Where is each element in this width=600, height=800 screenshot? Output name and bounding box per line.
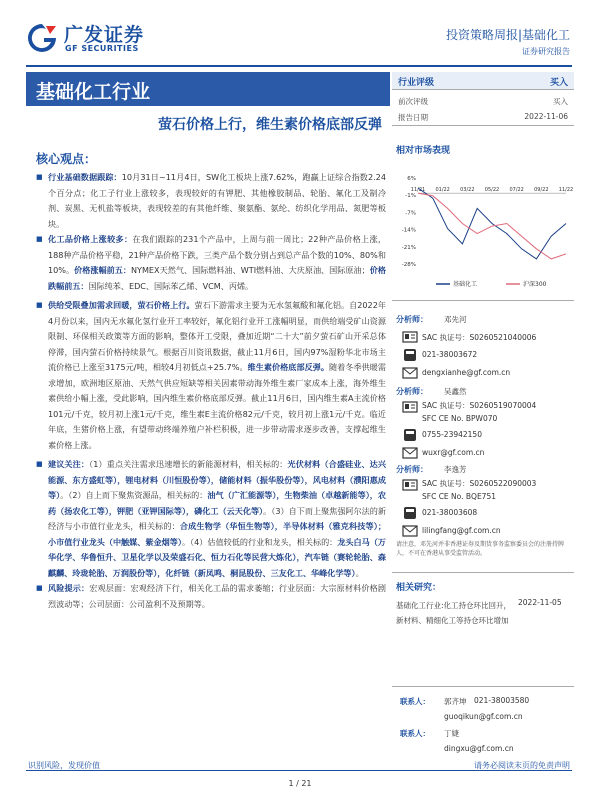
paragraph-fluorite [36, 298, 386, 453]
footer-slogan: 识别风险，发现价值 [28, 761, 100, 770]
rating-value: 买入 [549, 78, 568, 88]
report-date-label: 报告日期 [398, 113, 428, 122]
paragraph-recommend [36, 457, 386, 581]
main-content [36, 166, 386, 612]
divider [392, 686, 574, 687]
core-label: 核心观点： [36, 152, 97, 166]
analyst-phone: 021-38003672 [422, 350, 478, 359]
legend-label: 基础化工 [453, 281, 478, 288]
analyst-name: 李逸芳 [444, 465, 467, 474]
para-text: NYMEX天然气、国际燃料油、WTI燃料油、大庆原油、国际原油； [130, 265, 370, 275]
contact-phone: 021-38003580 [474, 696, 530, 705]
analyst-name: 吴鑫然 [444, 387, 467, 396]
para-lead: 行业基础数据跟踪： [48, 172, 122, 182]
contact-name: 郭齐坤 [444, 697, 467, 706]
legend-label: 沪深300 [523, 281, 547, 288]
report-date-row [392, 112, 574, 126]
y-tick-label: -1% [405, 193, 416, 200]
y-tick-label: -28% [401, 262, 416, 268]
para-text: 在我们跟踪的231个产品中，上周与前一周比；22种产品价格上涨，188种产品价格平稳，21种产品价格下跌，三类产品个数分别占到总产品个数的10%、80%和10%。 [48, 234, 386, 275]
title-bar [26, 72, 390, 106]
contact-email[interactable]: guoqikun@gf.com.cn [444, 712, 523, 721]
prev-rating-value: 买入 [553, 97, 568, 106]
email-icon [402, 366, 418, 380]
para-lead: 维生素价格底部反弹。 [247, 362, 330, 372]
y-tick-label: 6% [407, 176, 416, 182]
analyst-sac: SAC 执证号：S0260519070004 [422, 401, 537, 410]
paragraph-price [36, 232, 386, 294]
id-card-icon [402, 478, 418, 492]
para-text: 国际纯苯、EDC、国际苯乙烯、VCM、丙烯。 [88, 280, 254, 291]
para-lead: 价格涨幅前五： [74, 265, 131, 275]
related-item[interactable]: 基础化工行业:化工持仓环比回升，新材料、精细化工等持仓环比增加 [396, 601, 512, 625]
para-lead: 油气（广汇能源等），生物柴油（卓越新能等），农药（扬农化工等），钾肥（亚钾国际等），磷化工（云天化等） [48, 490, 386, 516]
gf-logo [26, 20, 176, 56]
paragraph-data-tracking [36, 170, 386, 232]
page-title: 基础化工行业 [36, 81, 151, 103]
analyst-phone: 021-38003608 [422, 508, 478, 517]
contact-title: 联系人： [400, 697, 430, 706]
analyst-title: 分析师： [396, 315, 428, 324]
para-lead: 供给受限叠加需求回暖，萤石价格上行。 [48, 300, 195, 310]
divider [392, 300, 574, 301]
para-text: 。 [355, 567, 364, 578]
report-sub: 证券研究报告 [522, 47, 570, 56]
phone-icon [402, 428, 418, 442]
related-date: 2022-11-05 [518, 598, 562, 607]
page-number: 1 / 21 [288, 779, 312, 788]
para-text: 。（3）自下而上聚焦强阿尔法的新经济与小市值行业龙头，相关标的： [48, 505, 386, 531]
para-lead: 龙头白马（万华化学、华鲁恒升、卫星化学以及荣盛石化、恒力石化等民营大炼化），汽车链（赛轮轮胎、森麒麟、玲珑轮胎、万润股份等），化纤链（新凤鸣、桐昆股份、三友化工、华峰化学等） [48, 536, 386, 578]
analyst-email[interactable]: dengxianhe@gf.com.cn [422, 368, 511, 377]
analyst-sfc: SFC CE No. BPW070 [422, 414, 498, 423]
y-tick-label: -14% [401, 227, 416, 234]
footer-disclaimer: 请务必阅读末页的免责声明 [474, 761, 570, 770]
relative-performance-chart [396, 172, 578, 294]
contact-title: 联系人： [400, 729, 430, 738]
analyst-email[interactable]: lilingfang@gf.com.cn [422, 526, 501, 535]
series-line-0 [418, 188, 566, 259]
para-text: 。（4）估值较低的行业和龙头，相关标的： [181, 536, 338, 547]
y-tick-label: -21% [401, 244, 416, 251]
x-tick-label: 05/22 [484, 187, 500, 194]
para-text: （1）重点关注需求迅速增长的新能源材料，相关标的： [89, 459, 288, 469]
x-tick-label: 01/22 [435, 187, 450, 194]
analyst-sfc: SFC CE No. BQE751 [422, 492, 496, 501]
email-icon [402, 524, 418, 538]
para-lead: 光伏材料（合盛硅业、达兴能源、东方盛虹等），锂电材料（川恒股份等），储能材料（振华股份等），风电材料（濮阳惠成等） [48, 459, 386, 500]
logo-text-en: GF SECURITIES [65, 44, 139, 53]
prev-rating-label: 前次评级 [398, 97, 428, 106]
paragraph-risk [36, 581, 386, 612]
para-text: 萤石下游需求主要为无水氢氟酸和氟化铝。自2022年4月份以来，国内无水氟化氢行业开工率较好，氟化铝行业开工涨幅明显，而供给端受矿山资源限制、环保相关政策等方面的影响，整体开工受限，叠加近期“二十大”前夕萤石矿山开采总体停滞，国内萤石价格持续景气。根据百川资讯数据，截止11月6日，国内97%湿粉华北市场主流价格已上涨至3175元/吨，相较4月初低点+25.7%。 [48, 300, 386, 372]
id-card-icon [402, 400, 418, 414]
analyst-sac: SAC 执证号：S0260521040006 [422, 333, 537, 342]
x-tick-label: 11/21 [410, 187, 426, 194]
footer-divider [26, 770, 572, 771]
contact-name: 丁婕 [444, 729, 459, 738]
para-lead: 风险提示： [48, 583, 90, 593]
x-tick-label: 07/22 [509, 187, 524, 194]
y-tick-label: -7% [405, 210, 416, 217]
rating-header [392, 72, 574, 90]
para-lead: 价格跌幅前五： [48, 265, 386, 291]
para-text: 10月31日~11月4日，SW化工板块上涨7.62%，跑赢上证综合指数2.24个百分点；化工子行业上涨较多，表现较好的有钾肥、其他橡胶制品、轮胎、氟化工及制冷剂、炭黑、无机盐等板块，表现较差的有其他纤维、聚氨酯、氨纶、纺织化学用品、氮肥等板块。 [48, 172, 386, 229]
contact-email[interactable]: dingxu@gf.com.cn [444, 744, 514, 753]
para-lead: 合成生物学（华恒生物等），半导体材料（雅克科技等）；小市值行业龙头（中触媒、紫金烟等） [48, 521, 386, 547]
analyst-block [392, 308, 574, 548]
para-text: 。（2）自上而下聚焦资源品，相关标的： [60, 490, 208, 500]
analyst-phone: 0755-23942150 [422, 430, 482, 439]
series-line-1 [418, 193, 566, 259]
logo-text-cn: 广发证券 [64, 24, 145, 46]
x-tick-label: 11/22 [558, 187, 574, 194]
id-card-icon [402, 330, 418, 344]
divider [392, 572, 574, 573]
para-text: 宏观层面：宏观经济下行，相关化工品的需求萎缩；行业层面：大宗原材料价格剧烈波动等；公司层面：公司盈利不及预期等。 [48, 583, 386, 609]
phone-icon [402, 506, 418, 520]
gf-logo-icon [26, 22, 58, 54]
analyst-name: 邓先河 [444, 315, 467, 324]
para-lead: 化工品价格上涨较多： [48, 234, 133, 244]
para-lead: 建议关注： [48, 459, 90, 469]
report-type: 投资策略周报|基础化工 [445, 28, 570, 42]
report-date-value: 2022-11-06 [524, 112, 568, 121]
email-icon [402, 446, 418, 460]
header-divider [26, 65, 572, 67]
license-note: 请注意，邓先河并非香港证券及期货事务监察委员会的注册持牌人，不可在香港从事受监管活动。 [396, 541, 565, 557]
related-title: 相关研究： [396, 583, 442, 593]
phone-icon [402, 348, 418, 362]
rating-title: 行业评级 [398, 78, 435, 88]
page-subtitle: 萤石价格上行，维生素价格底部反弹 [158, 117, 382, 133]
analyst-title: 分析师： [396, 465, 428, 474]
analyst-sac: SAC 执证号：S0260522090003 [422, 479, 537, 488]
analyst-email[interactable]: wuxr@gf.com.cn [422, 448, 485, 457]
prev-rating-row [392, 96, 574, 110]
analyst-title: 分析师： [396, 387, 428, 396]
para-text: 随着冬季供暖需求增加，欧洲地区原油、天然气供应短缺等相关因素带动海外维生素厂家成本上涨，海外维生素供给小幅上涨，受此影响，国内维生素价格底部反弹。截止11月6日，国内维生素A主流价格101元/千克，较月初上涨1元/千克，维生素E主流价格82元/千克，较月初上涨1元/千克。临近年底，生猪价格上涨，有望带动终端养殖户补栏积极，进一步带动需求逐步改善，支撑起维生素价格上涨。 [48, 362, 386, 450]
x-tick-label: 03/22 [460, 187, 475, 194]
chart-title: 相对市场表现 [396, 146, 451, 156]
x-tick-label: 09/22 [534, 187, 549, 194]
